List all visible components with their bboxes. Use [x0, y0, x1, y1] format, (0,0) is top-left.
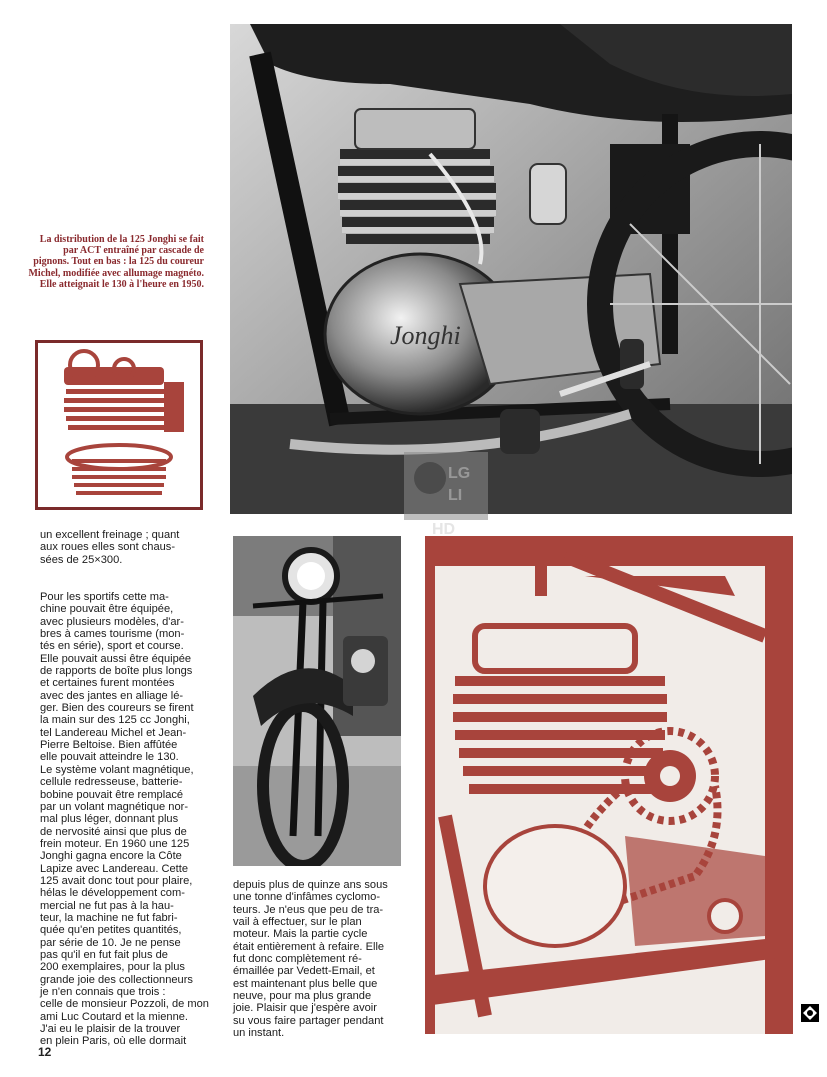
column-left-top: un excellent freinage ; quant aux roues elles sont chaus- sées de 25×300.	[40, 529, 180, 566]
engine-chain-photo	[425, 536, 793, 1034]
motorcycle-engine-photo	[230, 24, 792, 514]
diamond-marker-icon	[801, 1004, 819, 1022]
page-number: 12	[38, 1045, 52, 1059]
watermark-text-bottom: HD	[432, 521, 456, 536]
photo-caption: La distribution de la 125 Jonghi se fait par ACT entraîné par cascade de pignons. Tout en bas : la 125 du coureur Michel, modifiée avec allumage magnéto. Elle atteignait le 130 à l'heure en 1950.	[28, 234, 204, 290]
cylinder-head-photo	[44, 347, 194, 505]
inset-photo-frame	[35, 340, 203, 510]
svg-text:Jonghi: Jonghi	[390, 321, 461, 350]
watermark-logo	[404, 452, 488, 536]
watermark-text-mid: LI	[448, 487, 463, 504]
column-middle: depuis plus de quinze ans sous une tonne d'infâmes cyclomo- teurs. Je n'eus que peu de tra- vail à effectuer, sur le plan moteur. Mais la partie cycle était entièrement à refaire. Elle fut donc complètement ré- émaillée par Vedett-Email, et est maintenant plus belle que neuve, pour ma plus grande joie. Plaisir que j'espère avoir su vous faire partager pendant un instant.	[233, 879, 388, 1040]
watermark-text-top: LG	[448, 465, 471, 482]
column-left-main: Pour les sportifs cette ma- chine pouvait être équipée, avec plusieurs modèles, d'ar- bres à cames tourisme (mon- tés en série), sport et course. Elle pouvait aussi être équipée de rapports de boîte plus longs et certaines furent montées avec des jantes en alliage lé- ger. Bien des coureurs se firent la main sur des 125 cc Jonghi, tel Landereau Michel et Jean- Pierre Beltoise. Bien affûtée elle pouvait atteindre le 130. Le système volant magnétique, cellule redresseuse, batterie- bobine pouvait être remplacé par un volant magnétique nor- mal plus léger, donnant plus de nervosité ainsi que plus de frein moteur. En 1960 une 125 Jonghi gagna encore la Côte Lapize avec Landereau. Cette 125 avait donc tout pour plaire, hélas le développement com- mercial ne fut pas à la hau- teur, la machine ne fut fabri- quée qu'en petites quantités, par série de 10. Je ne pense pas qu'il en fut fait plus de 200 exemplaires, pour la plus grande joie des collectionneurs je n'en connais que trois : celle de monsieur Pozzoli, de mon ami Luc Coutard et la mienne. J'ai eu le plaisir de la trouver en plein Paris, où elle dormait	[40, 591, 209, 1048]
motorcycle-front-photo	[233, 536, 401, 866]
